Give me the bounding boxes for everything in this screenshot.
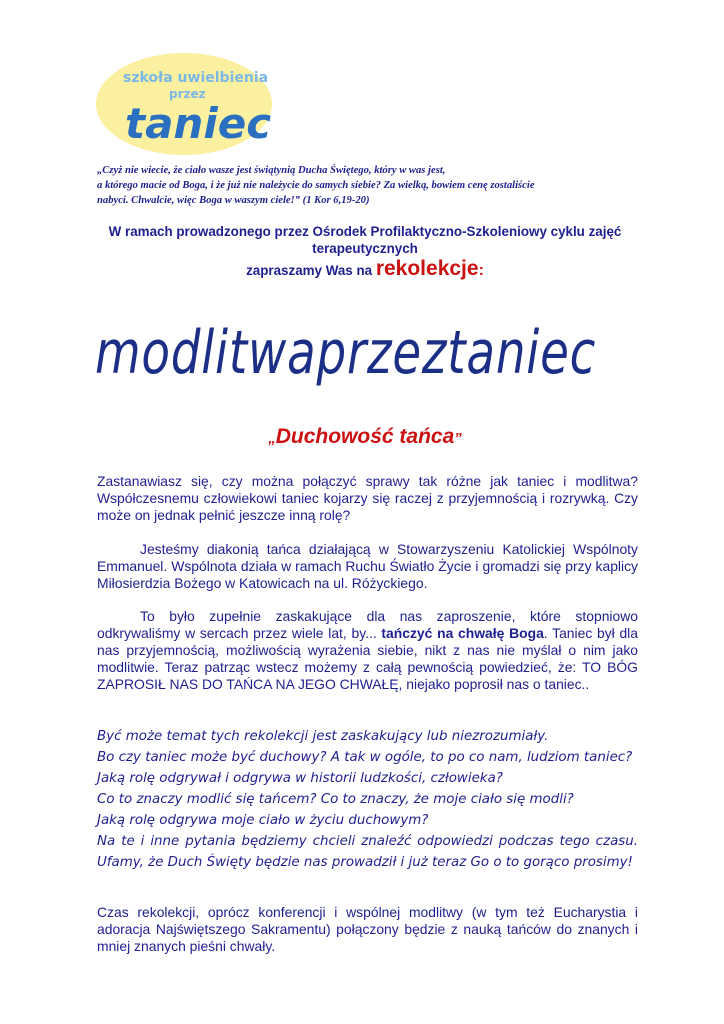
title-open-quote: „ bbox=[268, 430, 276, 447]
title-text: Duchowość tańca bbox=[275, 425, 455, 448]
paragraph-1: Zastanawiasz się, czy można połączyć sprawy tak różne jak taniec i modlitwa? Współczesnemu człowiekowi taniec kojarzy się raczej z przyjemnością i rozrywką. Czy może on jednak pełnić jeszcze inną rolę? bbox=[97, 473, 638, 523]
invite-prefix: zapraszamy Was na bbox=[246, 263, 376, 278]
paragraph-3-end: . Taniec był dla nas przyjemnością, możliwością wyrażenia siebie, nikt z nas nie myślał o nim jako modlitwie. Teraz patrząc wstecz możemy z całą pewnością powiedzieć, że: TO BÓG ZAPROSIŁ NAS DO TAŃCA NA JEGO CHWAŁĘ, niejako poprosił nas o taniec.. bbox=[97, 625, 638, 692]
banner-word-3: taniec bbox=[447, 318, 597, 388]
banner-title bbox=[95, 312, 597, 394]
logo-line3: taniec bbox=[125, 99, 272, 148]
question-3: Jaką rolę odgrywał i odgrywa w historii ludzkości, człowieka? bbox=[97, 771, 503, 786]
question-6: Na te i inne pytania będziemy chcieli znaleźć odpowiedzi podczas tego czasu. Ufamy, że Duch Święty będzie nas prowadził i już teraz Go o to gorąco prosimy! bbox=[97, 834, 638, 870]
question-2: Bo czy taniec może być duchowy? A tak w ogóle, to po co nam, ludziom taniec? bbox=[97, 750, 633, 765]
invite-word: rekolekcje bbox=[375, 257, 479, 280]
paragraph-2: Jesteśmy diakonią tańca działającą w Stowarzyszeniu Katolickiej Wspólnoty Emmanuel. Wspólnota działa w ramach Ruchu Światło Życie i gromadzi się przy kaplicy Miłosierdzia Bożego w Katowicach na ul. Różyckiego. bbox=[97, 541, 638, 591]
question-4: Co to znaczy modlić się tańcem? Co to znaczy, że moje ciało się modli? bbox=[97, 792, 574, 807]
paragraph-3-start: To było zupełnie zaskakujące dla nas zaproszenie, które stopniowo odkrywaliśmy w sercach przez wiele lat, by... bbox=[97, 608, 638, 641]
section-title bbox=[97, 425, 633, 449]
invite-line bbox=[97, 257, 633, 281]
paragraph-4: Czas rekolekcji, oprócz konferencji i wspólnej modlitwy (w tym też Eucharystia i adoracja Najświętszego Sakramentu) połączony będzie z nauką tańców do znanych i mniej znanych pieśni chwały. bbox=[97, 904, 638, 954]
question-5: Jaką rolę odgrywa moje ciało w życiu duchowym? bbox=[97, 813, 429, 828]
intro-text: W ramach prowadzonego przez Ośrodek Profilaktyczno-Szkoleniowy cyklu zajęć terapeutycznych bbox=[108, 224, 622, 256]
paragraph-3-bold: tańczyć na chwałę Boga bbox=[381, 625, 544, 641]
questions-block bbox=[97, 726, 638, 873]
banner-word-2: przez bbox=[316, 318, 448, 388]
question-1: Być może temat tych rekolekcji jest zaskakujący lub niezrozumiały. bbox=[97, 729, 549, 744]
quote-line-3: nabyci. Chwalcie, więc Boga w waszym ciele!” (1 Kor 6,19-20) bbox=[97, 195, 370, 206]
paragraph-3 bbox=[97, 608, 638, 693]
logo-line1: szkoła uwielbienia bbox=[123, 70, 269, 86]
logo-line2: przez bbox=[169, 87, 206, 101]
bible-quote bbox=[97, 163, 637, 208]
logo bbox=[95, 52, 273, 156]
quote-line-2: a którego macie od Boga, i że już nie należycie do samych siebie? Za wielką, bowiem cenę zostaliście bbox=[97, 180, 535, 191]
title-close-quote: ” bbox=[454, 430, 462, 447]
invite-colon: : bbox=[478, 262, 484, 279]
banner-word-1: modlitwa bbox=[95, 318, 317, 388]
quote-line-1: „Czyż nie wiecie, że ciało wasze jest świątynią Ducha Świętego, który w was jest, bbox=[97, 165, 446, 176]
